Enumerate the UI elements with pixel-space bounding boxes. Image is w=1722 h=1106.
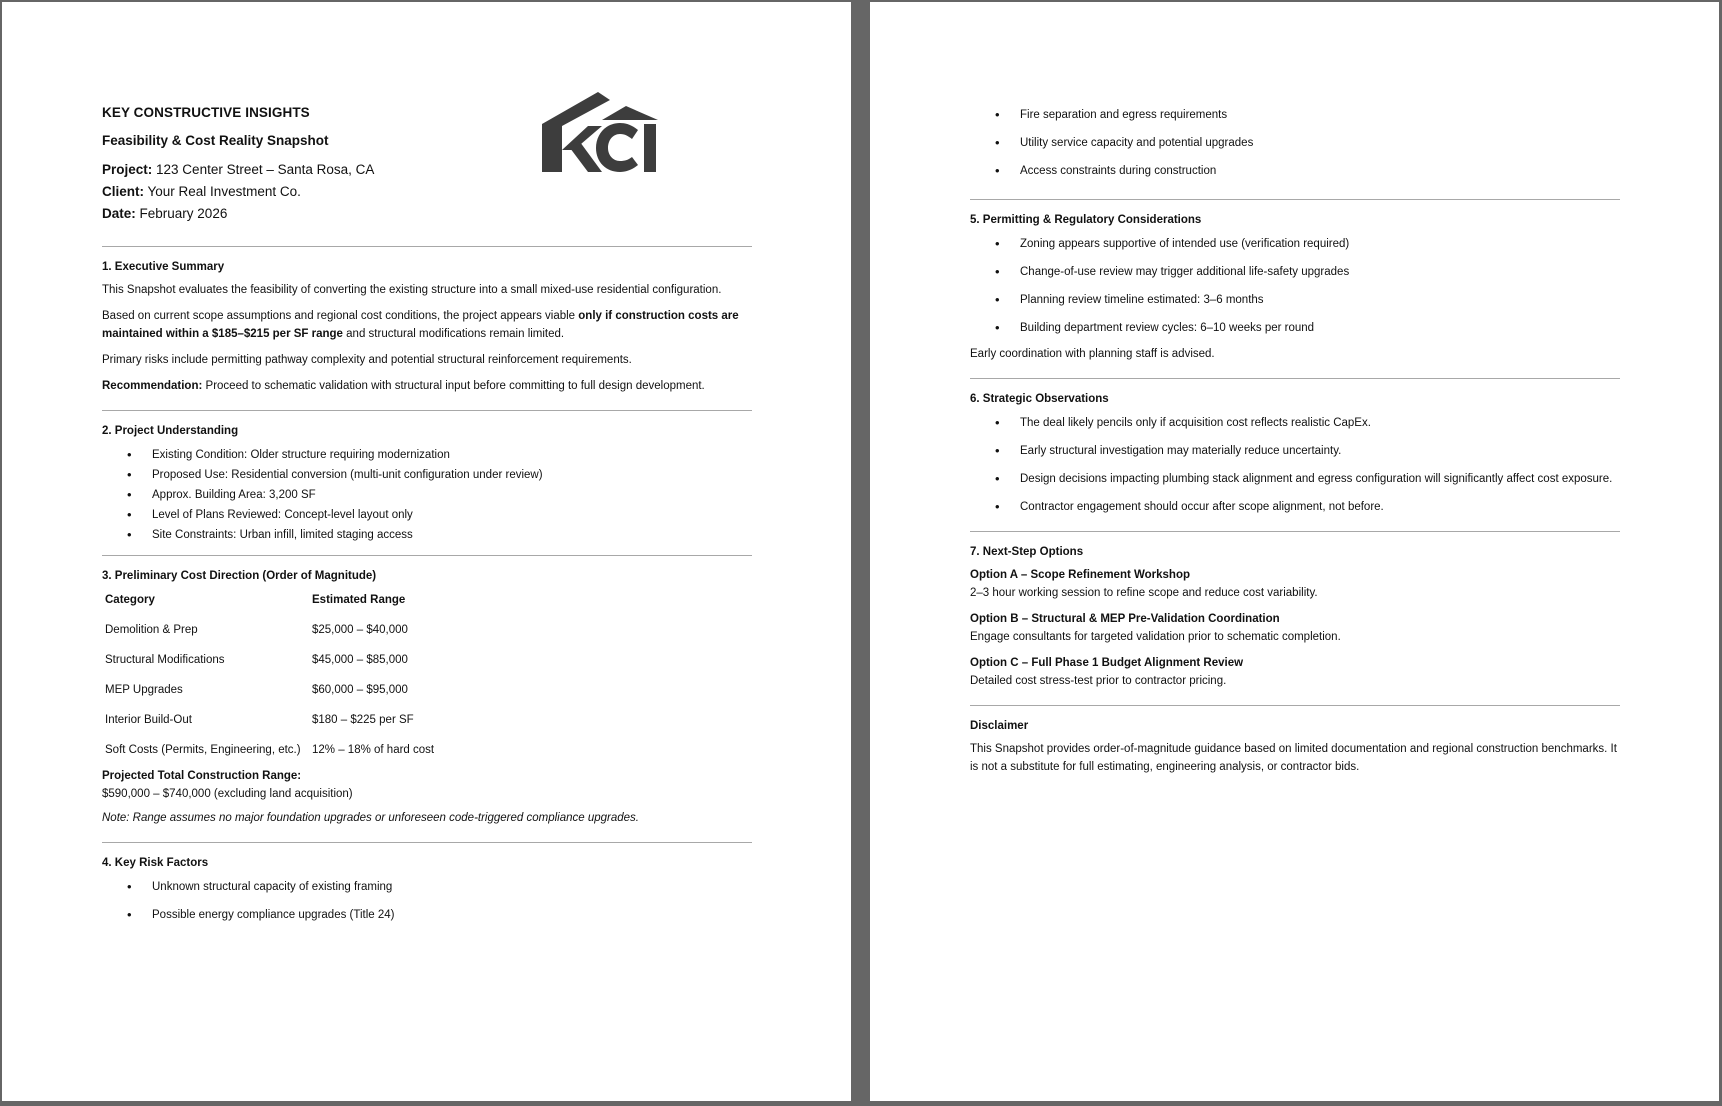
option-title: Option C – Full Phase 1 Budget Alignment Review	[970, 657, 1244, 669]
page-1-content	[102, 105, 752, 924]
list-item: • Site Constraints: Urban infill, limited staging access	[102, 526, 752, 544]
section-title: 5. Permitting & Regulatory Considerations	[970, 214, 1202, 226]
divider	[970, 705, 1620, 706]
table-row: Interior Build-Out $180 – $225 per SF	[105, 714, 414, 726]
option-title: Option A – Scope Refinement Workshop	[970, 569, 1191, 581]
divider	[102, 246, 752, 247]
meta-project: Project: 123 Center Street – Santa Rosa, CA	[102, 162, 375, 177]
document-page-2	[870, 2, 1719, 1101]
section-next-steps	[970, 546, 1620, 690]
list-item: • Unknown structural capacity of existing framing	[102, 878, 752, 896]
recommendation-paragraph: Recommendation: Proceed to schematic validation with structural input before committing to full design development.	[102, 380, 705, 392]
summary-risks-paragraph: Primary risks include permitting pathway complexity and potential structural reinforcement requirements.	[102, 354, 632, 366]
risk-factors-list	[102, 878, 752, 924]
divider	[970, 378, 1620, 379]
table-row: Soft Costs (Permits, Engineering, etc.) 12% – 18% of hard cost	[105, 744, 435, 756]
list-item: • Possible energy compliance upgrades (Title 24)	[102, 906, 752, 924]
summary-paragraph: This Snapshot evaluates the feasibility of converting the existing structure into a small mixed-use residential configuration.	[102, 284, 722, 296]
permitting-list	[970, 235, 1620, 337]
document-title: Feasibility & Cost Reality Snapshot	[102, 133, 329, 148]
list-item: • The deal likely pencils only if acquisition cost reflects realistic CapEx.	[970, 414, 1620, 432]
list-item: • Planning review timeline estimated: 3–6 months	[970, 291, 1620, 309]
project-understanding-list	[102, 446, 752, 544]
option-description: Detailed cost stress-test prior to contractor pricing.	[970, 675, 1227, 687]
section-title: Disclaimer	[970, 720, 1029, 732]
divider	[102, 555, 752, 556]
option-description: 2–3 hour working session to refine scope and reduce cost variability.	[970, 587, 1318, 599]
divider	[102, 842, 752, 843]
option-b	[970, 610, 1620, 646]
list-item: • Proposed Use: Residential conversion (multi-unit configuration under review)	[102, 466, 752, 484]
section-cost-direction	[102, 570, 752, 827]
table-row: Demolition & Prep $25,000 – $40,000	[105, 624, 408, 636]
section-title: 4. Key Risk Factors	[102, 857, 209, 869]
divider	[970, 199, 1620, 200]
total-range-value: $590,000 – $740,000 (excluding land acquisition)	[102, 788, 353, 800]
option-c	[970, 654, 1620, 690]
cost-table	[102, 585, 438, 765]
section-project-understanding	[102, 425, 752, 544]
list-item: • Change-of-use review may trigger additional life-safety upgrades	[970, 263, 1620, 281]
section-title: 6. Strategic Observations	[970, 393, 1109, 405]
page-2-content	[970, 106, 1620, 776]
list-item: • Design decisions impacting plumbing stack alignment and egress configuration will significantly affect cost exposure.	[970, 470, 1620, 488]
option-title: Option B – Structural & MEP Pre-Validation Coordination	[970, 613, 1280, 625]
risk-factors-list-continued	[970, 106, 1620, 180]
company-name: KEY CONSTRUCTIVE INSIGHTS	[102, 105, 310, 120]
meta-client: Client: Your Real Investment Co.	[102, 184, 301, 199]
column-header-range: Estimated Range	[312, 594, 406, 606]
section-executive-summary	[102, 261, 752, 395]
meta-date: Date: February 2026	[102, 206, 228, 221]
section-disclaimer	[970, 720, 1620, 776]
section-strategic-observations	[970, 393, 1620, 516]
list-item: • Building department review cycles: 6–10 weeks per round	[970, 319, 1620, 337]
divider	[970, 531, 1620, 532]
table-row: MEP Upgrades $60,000 – $95,000	[105, 684, 408, 696]
summary-viability-paragraph: Based on current scope assumptions and regional cost conditions, the project appears viable only if construction costs are maintained within a $185–$215 per SF range and structural modifications remain limited.	[102, 310, 739, 340]
list-item: • Approx. Building Area: 3,200 SF	[102, 486, 752, 504]
table-row: Structural Modifications $45,000 – $85,000	[105, 654, 408, 666]
list-item: • Fire separation and egress requirements	[970, 106, 1620, 124]
list-item: • Level of Plans Reviewed: Concept-level layout only	[102, 506, 752, 524]
total-range-label: Projected Total Construction Range:	[102, 770, 302, 782]
project-meta	[102, 159, 752, 225]
divider	[102, 410, 752, 411]
cost-note: Note: Range assumes no major foundation upgrades or unforeseen code-triggered compliance upgrades.	[102, 812, 639, 824]
column-header-category: Category	[105, 594, 155, 606]
list-item: • Contractor engagement should occur after scope alignment, not before.	[970, 498, 1620, 516]
permitting-closing: Early coordination with planning staff is advised.	[970, 348, 1215, 360]
section-title: 2. Project Understanding	[102, 425, 239, 437]
section-title: 1. Executive Summary	[102, 261, 225, 273]
list-item: • Access constraints during construction	[970, 162, 1620, 180]
list-item: • Existing Condition: Older structure requiring modernization	[102, 446, 752, 464]
option-description: Engage consultants for targeted validation prior to schematic completion.	[970, 631, 1341, 643]
list-item: • Early structural investigation may materially reduce uncertainty.	[970, 442, 1620, 460]
option-a	[970, 566, 1620, 602]
strategic-list	[970, 414, 1620, 516]
section-permitting	[970, 214, 1620, 363]
section-title: 7. Next-Step Options	[970, 546, 1084, 558]
list-item: • Zoning appears supportive of intended use (verification required)	[970, 235, 1620, 253]
list-item: • Utility service capacity and potential upgrades	[970, 134, 1620, 152]
document-page-1	[2, 2, 851, 1101]
section-key-risk-factors	[102, 857, 752, 924]
table-header-row	[102, 585, 438, 615]
section-title: 3. Preliminary Cost Direction (Order of Magnitude)	[102, 570, 377, 582]
disclaimer-text: This Snapshot provides order-of-magnitude guidance based on limited documentation and regional construction benchmarks. It is not a substitute for full estimating, engineering analysis, or contractor bids.	[970, 743, 1617, 773]
